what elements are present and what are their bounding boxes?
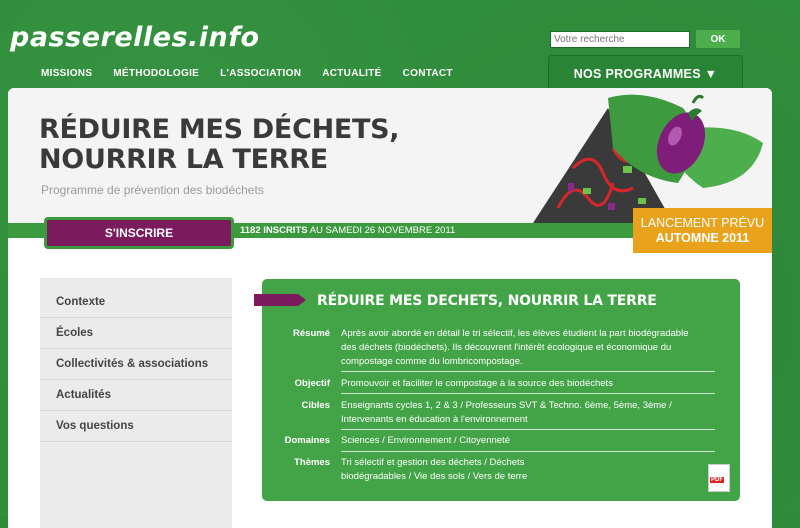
- hero-illustration: [513, 88, 772, 223]
- site-logo[interactable]: passerelles.info: [10, 22, 260, 53]
- row-value-line: compostage comme du lombricompostage.: [341, 356, 523, 367]
- nav-association[interactable]: L'ASSOCIATION: [220, 68, 302, 79]
- nav-methodologie[interactable]: MÉTHODOLOGIE: [113, 68, 200, 79]
- row-label: Résumé: [293, 328, 330, 339]
- launch-line-1: LANCEMENT PRÉVU: [640, 215, 765, 230]
- row-label: Cibles: [301, 400, 330, 411]
- pdf-download-icon[interactable]: [708, 464, 730, 492]
- sidebar-item-actualites[interactable]: Actualités: [40, 380, 232, 411]
- search-ok-button[interactable]: OK: [696, 30, 740, 48]
- row-divider: [341, 429, 715, 430]
- sidebar-menu: [40, 278, 232, 528]
- row-value-line: Sciences / Environnement / Citoyenneté: [341, 435, 510, 446]
- signup-count: [240, 225, 455, 236]
- card-title: RÉDUIRE MES DECHETS, NOURRIR LA TERRE: [317, 293, 657, 309]
- sidebar-item-questions[interactable]: Vos questions: [40, 411, 232, 442]
- launch-badge: [633, 208, 772, 253]
- hero-title-line-1: RÉDUIRE MES DÉCHETS,: [39, 114, 400, 145]
- hero-title: [39, 115, 399, 175]
- row-value: [341, 434, 715, 448]
- row-value-line: Intervenants en éducation à l'environnement: [341, 414, 528, 425]
- pdf-label: PDF: [711, 477, 723, 483]
- row-value-line: Promouvoir et faciliter le compostage à la source des biodéchets: [341, 378, 613, 389]
- row-value-line: Enseignants cycles 1, 2 & 3 / Professeurs SVT & Techno. 6ème, 5ème, 3ème /: [341, 400, 672, 411]
- row-label: Domaines: [284, 435, 330, 446]
- signup-count-number: 1182 INSCRITS: [240, 225, 308, 236]
- row-value-line: des déchets (biodéchets). Ils découvrent l'intérêt écologique et économique du: [341, 342, 672, 353]
- hero-banner: [8, 88, 772, 223]
- row-divider: [341, 451, 715, 452]
- row-value-line: Tri sélectif et gestion des déchets / Déchets: [341, 457, 525, 468]
- main-nav: [41, 68, 474, 79]
- signup-count-date: AU SAMEDI 26 NOVEMBRE 2011: [307, 225, 456, 236]
- hero-subtitle: Programme de prévention des biodéchets: [41, 183, 264, 197]
- row-value-line: biodégradables / Vie des sols / Vers de terre: [341, 471, 528, 482]
- row-value: [341, 377, 715, 391]
- row-label: Objectif: [294, 378, 330, 389]
- search-input[interactable]: [550, 31, 690, 48]
- sidebar-item-collectivites[interactable]: Collectivités & associations: [40, 349, 232, 380]
- row-divider: [341, 393, 715, 394]
- row-value-line: Après avoir abordé en détail le tri sélectif, les élèves étudient la part biodégradable: [341, 328, 689, 339]
- hero-title-line-2: NOURRIR LA TERRE: [39, 144, 328, 175]
- nav-actualite[interactable]: ACTUALITÉ: [322, 68, 382, 79]
- programmes-dropdown[interactable]: NOS PROGRAMMES ▼: [548, 55, 743, 92]
- nav-missions[interactable]: MISSIONS: [41, 68, 93, 79]
- card-flag: [254, 294, 306, 306]
- content-panel: [8, 88, 772, 528]
- sidebar-item-contexte[interactable]: Contexte: [40, 287, 232, 318]
- row-divider: [341, 371, 715, 372]
- row-label: Thèmes: [294, 457, 330, 468]
- nav-contact[interactable]: CONTACT: [402, 68, 453, 79]
- row-value: [341, 399, 715, 427]
- launch-line-2: AUTOMNE 2011: [655, 230, 750, 245]
- programme-card: [262, 279, 740, 501]
- signup-button[interactable]: S'INSCRIRE: [44, 217, 234, 249]
- row-value: [341, 327, 715, 369]
- sidebar-item-ecoles[interactable]: Écoles: [40, 318, 232, 349]
- row-value: [341, 456, 715, 484]
